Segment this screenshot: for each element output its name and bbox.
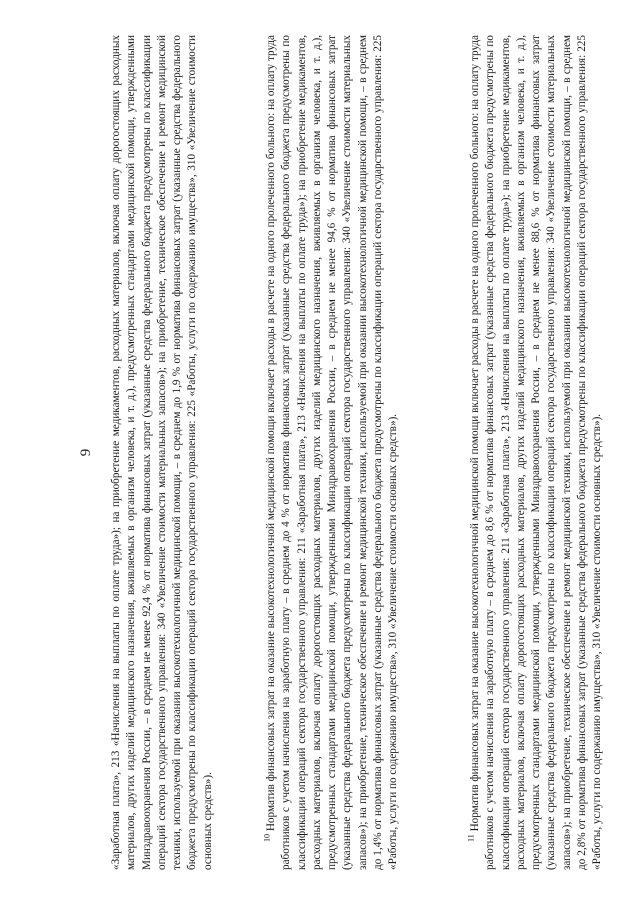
footnote-10-marker: 10 [262, 834, 272, 842]
paragraph-continuation: «Заработная плата», 213 «Начисления на выплаты по оплате труда»); на приобретение медикаментов, расходных материалов, включая оплату дорогостоящих расходных материалов, других изделий медицинского назначения, вживляемых в организм человека, и т. д.), предусмотренных стандартами медицинской помощи, утвержденными Минздравоохранения России, – в среднем не менее 92,4 % от норматива финансовых затрат (указанные средства федерального бюджета предусмотрены по классификации операций сектора государственного управления: 340 «Увеличение стоимости материальных запасов»); на приобретение, техническое обеспечение и ремонт медицинской техники, используемой при оказании высокотехнологичной медицинской помощи, – в среднем до 1,9 % от норматива финансовых затрат (указанные средства федерального бюджета предусмотрены по классификации операций сектора государственного управления: 225 «Работы, услуги по содержанию имущества», 310 «Увеличение стоимости основных средств»). [110, 35, 214, 870]
footnote-11 [468, 35, 606, 870]
page-number: 9 [78, 448, 94, 457]
footnote-10-text: Норматив финансовых затрат на оказание высокотехнологичной медицинской помощи включает расходы в расчете на одного пролеченного больного: на оплату труда работников с учетом начисления на заработную плату – в среднем до 4 % от норматива финансовых затрат (указанные средства федерального бюджета предусмотрены по классификации операций сектора государственного управления: 211 «Заработная плата», 213 «Начисления на выплаты по оплате труда»); на приобретение медикаментов, расходных материалов, включая оплату дорогостоящих расходных материалов, других изделий медицинского назначения, вживляемых в организм человека, и т. д.), предусмотренных стандартами медицинской помощи, утвержденными Минздравоохранения России, – в среднем не менее 94,6 % от норматива финансовых затрат (указанные средства федерального бюджета предусмотрены по классификации операций сектора государственного управления: 340 «Увеличение стоимости материальных запасов»); на приобретение, техническое обеспечение и ремонт медицинской техники, используемой при оказании высокотехнологичной медицинской помощи, – в среднем до 1,4% от норматива финансовых затрат (указанные средства федерального бюджета предусмотрены по классификации операций сектора государственного управления: 225 «Работы, услуги по содержанию имущества», 310 «Увеличение стоимости основных средств»). [265, 35, 400, 870]
continued-footnote-text [109, 35, 216, 870]
footnote-10 [264, 35, 402, 870]
footnote-11-text: Норматив финансовых затрат на оказание высокотехнологичной медицинской помощи включает расходы в расчете на одного пролеченного больного: на оплату труда работников с учетом начисления на заработную плату – в среднем до 8,6 % от норматива финансовых затрат (указанные средства федерального бюджета предусмотрены по классификации операций сектора государственного управления: 211 «Заработная плата», 213 «Начисления на выплаты по оплате труда»); на приобретение медикаментов, расходных материалов, включая оплату дорогостоящих расходных материалов, других изделий медицинского назначения, вживляемых в организм человека, и т. д.), предусмотренных стандартами медицинской помощи, утвержденными Минздравоохранения России, – в среднем не менее 88,6 % от норматива финансовых затрат (указанные средства федерального бюджета предусмотрены по классификации операций сектора государственного управления: 340 «Увеличение стоимости материальных запасов»); на приобретение, техническое обеспечение и ремонт медицинской техники, используемой при оказании высокотехнологичной медицинской помощи, – в среднем до 2,8% от норматива финансовых затрат (указанные средства федерального бюджета предусмотрены по классификации операций сектора государственного управления: 225 «Работы, услуги по содержанию имущества», 310 «Увеличение стоимости основных средств»). [469, 35, 604, 870]
footnote-11-marker: 11 [466, 834, 476, 842]
footnote-10-paragraph [264, 35, 402, 870]
footnote-11-paragraph [468, 35, 606, 870]
